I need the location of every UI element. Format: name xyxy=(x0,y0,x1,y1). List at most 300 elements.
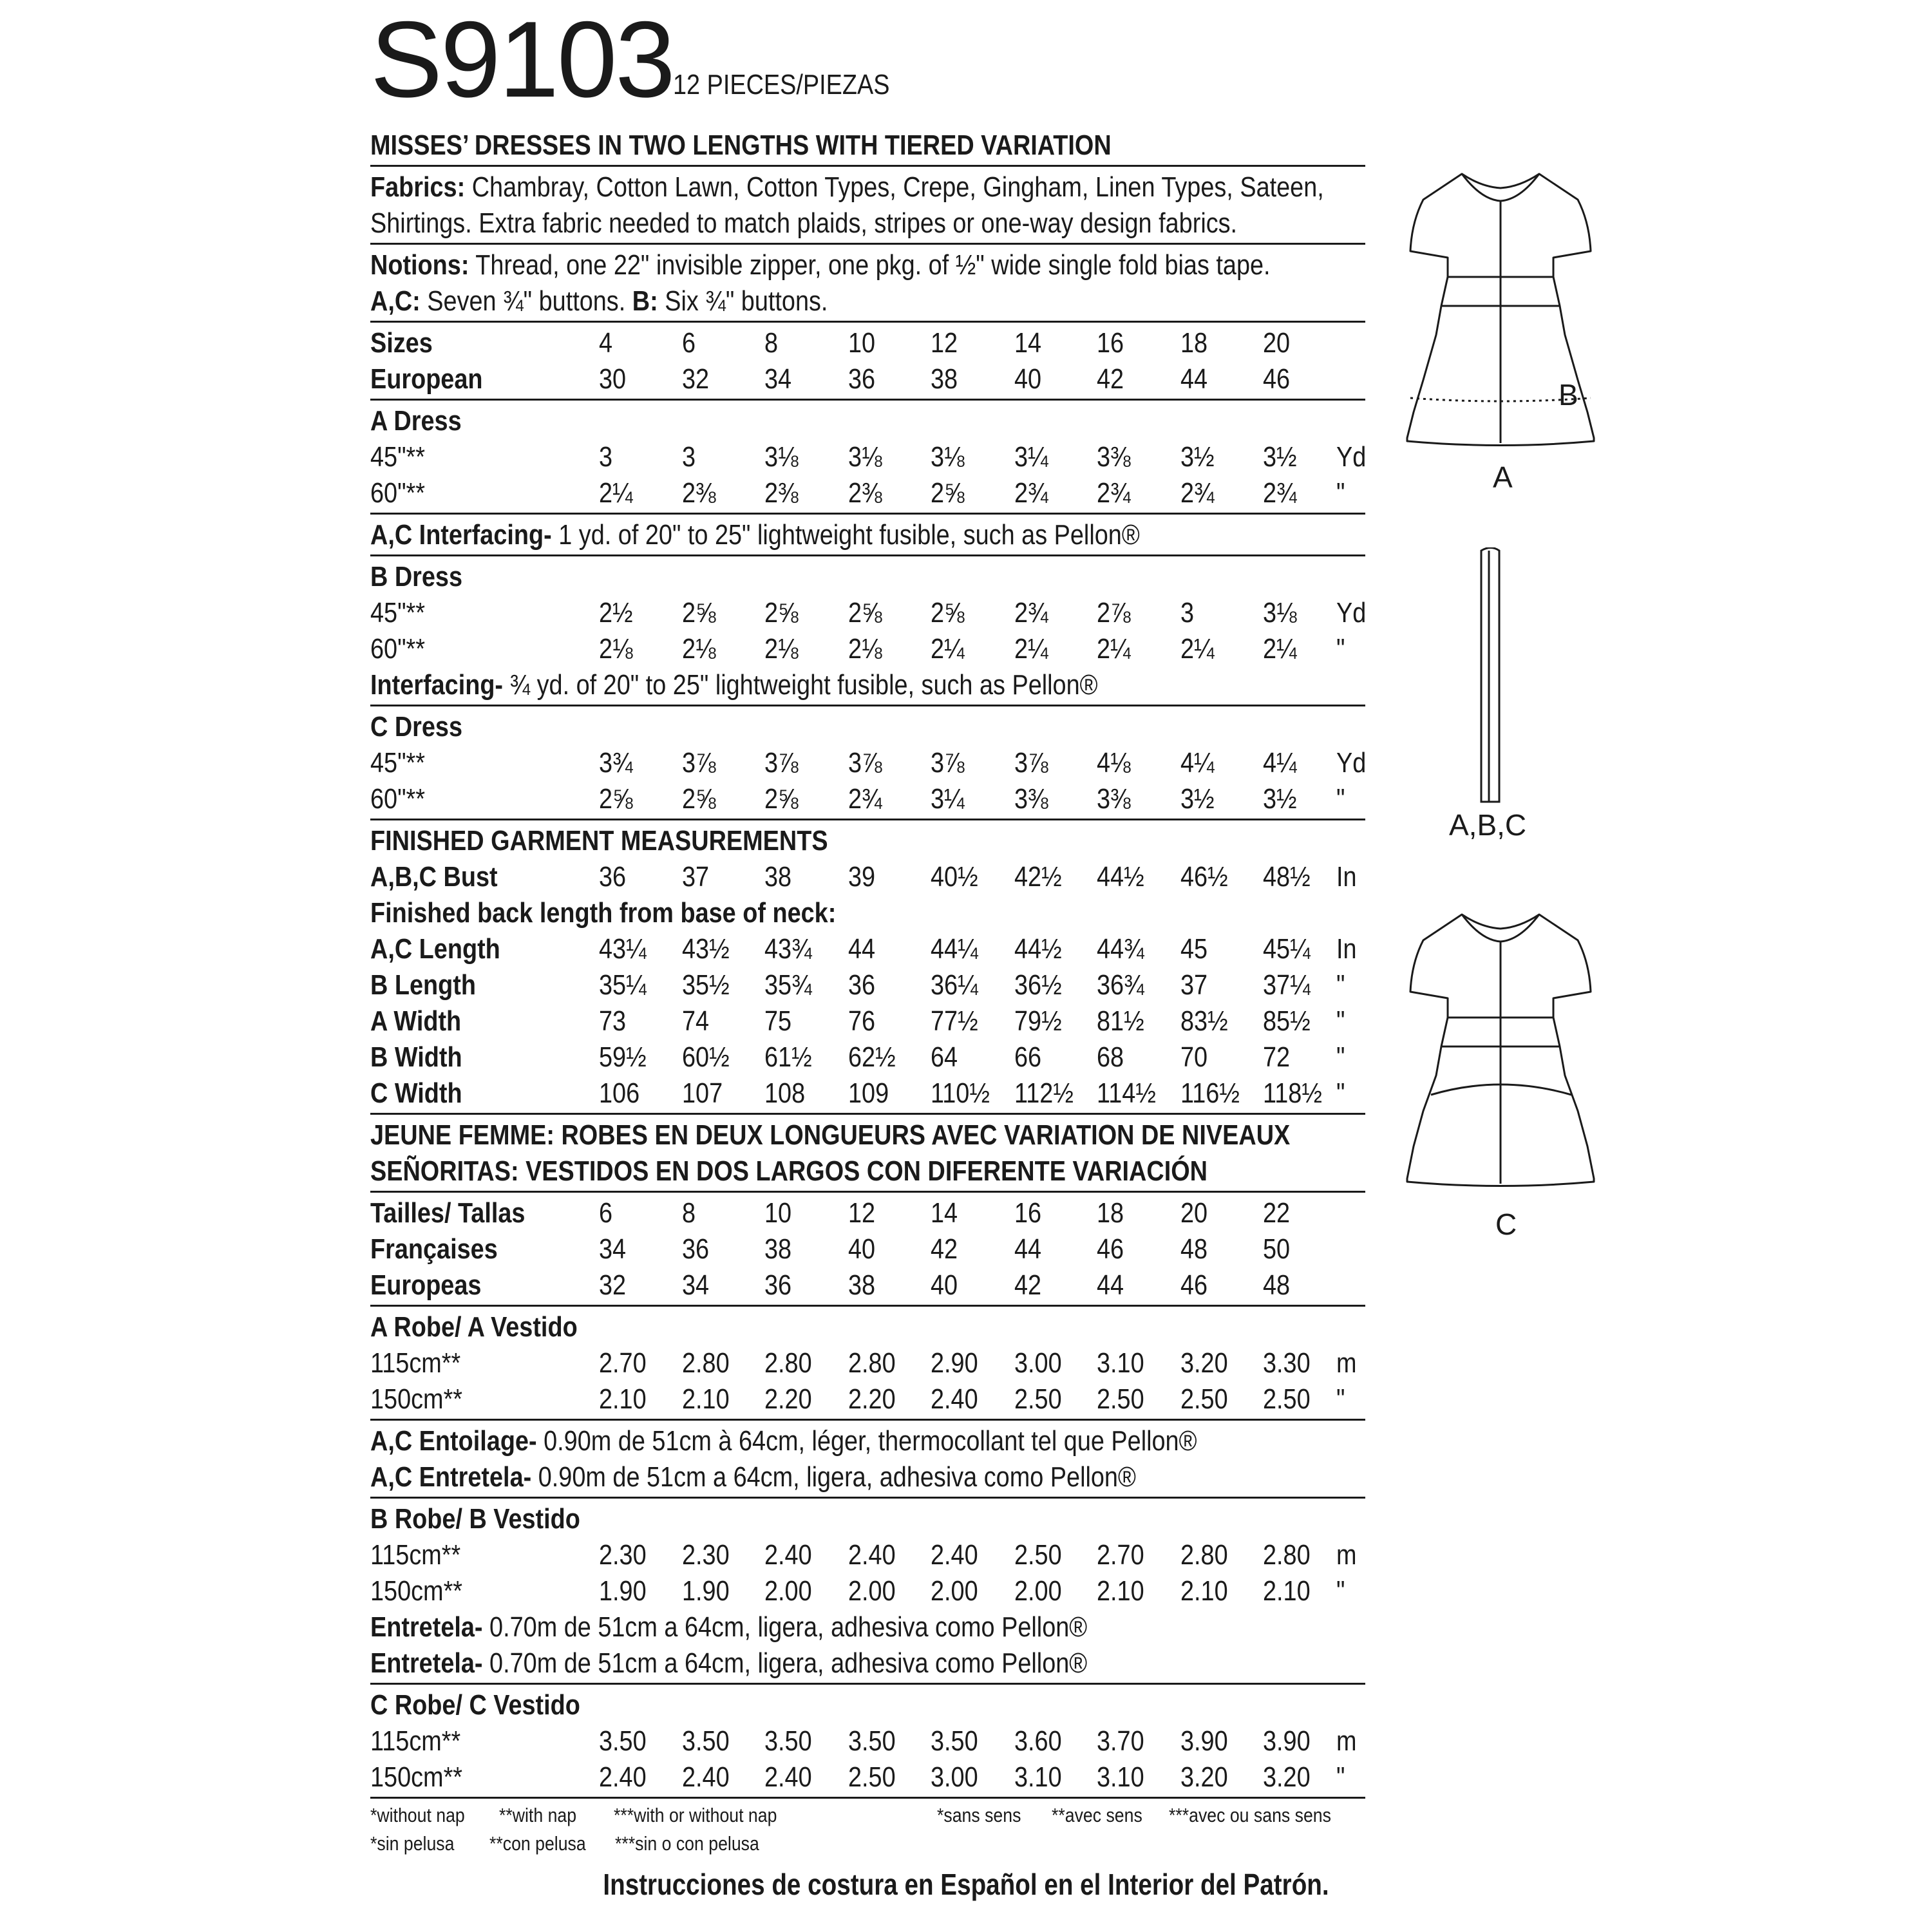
c-dress-section xyxy=(370,709,1365,817)
divider xyxy=(370,819,1365,820)
size-value: 44½ xyxy=(1097,861,1144,893)
size-value: 36 xyxy=(848,969,876,1001)
size-value: 3.50 xyxy=(848,1725,896,1757)
size-value: 37¼ xyxy=(1263,969,1311,1001)
row-label: B Length xyxy=(370,969,476,1001)
a-dress-row-45 xyxy=(370,439,1365,475)
size-value: 3¼ xyxy=(931,783,965,815)
size-value: 18 xyxy=(1097,1197,1124,1229)
a-robe-row-115cm xyxy=(370,1345,1365,1381)
size-value: 2.80 xyxy=(1180,1539,1228,1571)
size-value: 85½ xyxy=(1263,1005,1311,1037)
ac-entretela xyxy=(370,1459,1226,1495)
size-value: 14 xyxy=(931,1197,958,1229)
size-value: 2½ xyxy=(599,597,633,629)
ac-entoilage-text: 0.90m de 51cm à 64cm, léger, thermocollant tel que Pellon® xyxy=(536,1425,1197,1457)
fabrics-text: Chambray, Cotton Lawn, Cotton Types, Crepe, Gingham, Linen Types, Sateen, xyxy=(465,171,1324,203)
b-interfacing xyxy=(370,667,1226,703)
size-value: 2⅛ xyxy=(848,633,882,665)
size-value: 36¼ xyxy=(931,969,978,1001)
size-value: 18 xyxy=(1180,327,1208,359)
size-value: 2.40 xyxy=(764,1539,812,1571)
size-value: 3.60 xyxy=(1014,1725,1062,1757)
b-robe-row-150cm xyxy=(370,1573,1365,1609)
row-label: Europeas xyxy=(370,1269,482,1301)
size-value: 44¾ xyxy=(1097,933,1144,965)
size-value: 3⅞ xyxy=(848,747,882,779)
size-value: 50 xyxy=(1263,1233,1291,1265)
b-interfacing-text: ¾ yd. of 20" to 25" lightweight fusible, such as Pellon® xyxy=(503,669,1098,701)
size-value: 108 xyxy=(764,1077,806,1109)
b-entretela-1 xyxy=(370,1609,1226,1645)
divider xyxy=(370,1113,1365,1115)
size-value: 3⅞ xyxy=(931,747,965,779)
size-value: 20 xyxy=(1180,1197,1208,1229)
footnote-en-3: ***with or without nap xyxy=(614,1804,777,1826)
size-value: 37 xyxy=(1180,969,1208,1001)
b-robe-title: B Robe/ B Vestido xyxy=(370,1503,580,1535)
view-label-b: B xyxy=(1558,378,1578,412)
b-robe-section xyxy=(370,1501,1365,1609)
size-value: 3.70 xyxy=(1097,1725,1144,1757)
footnotes-row-1 xyxy=(370,1801,1365,1830)
intl-size-header xyxy=(370,1195,1365,1303)
size-value: 2.50 xyxy=(1014,1539,1062,1571)
size-value: 2.00 xyxy=(931,1575,978,1607)
size-value: 68 xyxy=(1097,1041,1124,1073)
size-value: 48½ xyxy=(1263,861,1311,893)
ac-interfacing-label: A,C Interfacing- xyxy=(370,519,552,551)
size-value: 35½ xyxy=(682,969,730,1001)
size-value: 1.90 xyxy=(682,1575,730,1607)
size-value: 2¼ xyxy=(931,633,965,665)
unit: " xyxy=(1336,783,1345,815)
c-robe-row-150cm xyxy=(370,1759,1365,1795)
footnote-fr-1: *sans sens xyxy=(937,1804,1021,1826)
divider xyxy=(370,1683,1365,1685)
european-sizes-row xyxy=(370,361,1365,397)
size-value: 2.50 xyxy=(1097,1383,1144,1415)
size-value: 75 xyxy=(764,1005,792,1037)
row-label: 60"** xyxy=(370,477,425,509)
size-value: 59½ xyxy=(599,1041,647,1073)
size-value: 38 xyxy=(764,1233,792,1265)
size-value: 3.00 xyxy=(1014,1347,1062,1379)
size-value: 2.50 xyxy=(1014,1383,1062,1415)
size-value: 118½ xyxy=(1263,1077,1322,1109)
finished-row-a-c-length xyxy=(370,931,1365,967)
size-value: 79½ xyxy=(1014,1005,1062,1037)
c-robe-section xyxy=(370,1687,1365,1795)
size-value: 32 xyxy=(599,1269,627,1301)
size-value: 3.00 xyxy=(931,1761,978,1793)
size-value: 73 xyxy=(599,1005,627,1037)
ac-interfacing-text: 1 yd. of 20" to 25" lightweight fusible, such as Pellon® xyxy=(551,519,1140,551)
unit: m xyxy=(1336,1539,1357,1571)
row-label: 150cm** xyxy=(370,1383,463,1415)
size-value: 10 xyxy=(848,327,876,359)
divider xyxy=(370,1797,1365,1799)
divider xyxy=(370,165,1365,167)
row-label: 150cm** xyxy=(370,1575,463,1607)
size-value: 36 xyxy=(764,1269,792,1301)
a-dress-title: A Dress xyxy=(370,405,462,437)
unit: In xyxy=(1336,861,1357,893)
size-value: 2¾ xyxy=(1097,477,1131,509)
unit: " xyxy=(1336,1761,1345,1793)
back-length-label: Finished back length from base of neck: xyxy=(370,897,837,929)
footnote-fr-2: **avec sens xyxy=(1052,1804,1142,1826)
size-value: 3⅛ xyxy=(1263,597,1297,629)
size-value: 16 xyxy=(1097,327,1124,359)
size-value: 112½ xyxy=(1014,1077,1074,1109)
size-value: 40 xyxy=(1014,363,1042,395)
size-value: 70 xyxy=(1180,1041,1208,1073)
unit: " xyxy=(1336,1077,1345,1109)
size-value: 42 xyxy=(1097,363,1124,395)
size-value: 2.10 xyxy=(1097,1575,1144,1607)
size-value: 3.50 xyxy=(682,1725,730,1757)
size-value: 2.20 xyxy=(848,1383,896,1415)
divider xyxy=(370,554,1365,556)
size-value: 36 xyxy=(848,363,876,395)
size-value: 39 xyxy=(848,861,876,893)
notions-label: Notions: xyxy=(370,249,469,281)
size-value: 38 xyxy=(848,1269,876,1301)
footnote-en-2: **with nap xyxy=(499,1804,577,1826)
footnote-en-1: *without nap xyxy=(370,1804,465,1826)
size-value: 2.50 xyxy=(848,1761,896,1793)
footnote-es-3: ***sin o con pelusa xyxy=(615,1832,759,1855)
unit: " xyxy=(1336,1575,1345,1607)
size-value: 1.90 xyxy=(599,1575,647,1607)
yardage-chart xyxy=(370,128,1365,1858)
row-label: 115cm** xyxy=(370,1347,461,1379)
size-value: 3.20 xyxy=(1180,1761,1228,1793)
notions-b-label: B: xyxy=(632,285,658,317)
size-value: 107 xyxy=(682,1077,723,1109)
row-label: B Width xyxy=(370,1041,462,1073)
size-value: 116½ xyxy=(1180,1077,1240,1109)
fabrics-line-1 xyxy=(370,169,1324,205)
size-value: 2⅜ xyxy=(764,477,799,509)
size-value: 4¼ xyxy=(1263,747,1297,779)
belt-tie-illustration xyxy=(1475,547,1507,805)
unit: m xyxy=(1336,1725,1357,1757)
b-dress-row-45 xyxy=(370,595,1365,631)
size-value: 3.50 xyxy=(764,1725,812,1757)
europeas-row xyxy=(370,1267,1365,1303)
c-dress-row-45 xyxy=(370,745,1365,781)
unit: Yd xyxy=(1336,597,1367,629)
size-value: 38 xyxy=(764,861,792,893)
bust-row xyxy=(370,859,1365,895)
footnote-fr-3: ***avec ou sans sens xyxy=(1169,1804,1331,1826)
pattern-number: S9103 xyxy=(370,0,674,120)
size-value: 2⅝ xyxy=(931,597,965,629)
francaises-row xyxy=(370,1231,1365,1267)
size-value: 36 xyxy=(599,861,627,893)
unit: " xyxy=(1336,969,1345,1001)
row-label: 115cm** xyxy=(370,1539,461,1571)
size-value: 2¾ xyxy=(1263,477,1297,509)
row-label: 150cm** xyxy=(370,1761,463,1793)
size-value: 2.70 xyxy=(599,1347,647,1379)
footnote-es-2: **con pelusa xyxy=(489,1832,586,1855)
size-value: 2.10 xyxy=(1180,1575,1228,1607)
divider xyxy=(370,1497,1365,1499)
size-value: 2⅛ xyxy=(682,633,716,665)
ac-interfacing xyxy=(370,517,1226,553)
size-value: 44 xyxy=(1014,1233,1042,1265)
size-value: 3½ xyxy=(1263,783,1297,815)
notions-line-2 xyxy=(370,283,1226,319)
size-value: 3 xyxy=(682,441,696,473)
size-value: 3½ xyxy=(1180,441,1215,473)
unit: Yd xyxy=(1336,747,1367,779)
size-value: 60½ xyxy=(682,1041,730,1073)
size-value: 46 xyxy=(1180,1269,1208,1301)
size-value: 2⅞ xyxy=(1097,597,1131,629)
size-value: 3½ xyxy=(1263,441,1297,473)
a-dress-row-60 xyxy=(370,475,1365,511)
piece-count: 12 PIECES/PIEZAS xyxy=(673,69,890,100)
size-value: 8 xyxy=(764,327,779,359)
size-value: 2.80 xyxy=(1263,1539,1311,1571)
size-value: 42 xyxy=(931,1233,958,1265)
size-value: 20 xyxy=(1263,327,1291,359)
divider xyxy=(370,705,1365,706)
size-value: 3 xyxy=(599,441,613,473)
size-value: 2¼ xyxy=(599,477,633,509)
size-value: 3⅛ xyxy=(848,441,882,473)
unit: Yd xyxy=(1336,441,1367,473)
size-value: 35¾ xyxy=(764,969,812,1001)
size-value: 34 xyxy=(682,1269,710,1301)
size-value: 2⅜ xyxy=(848,477,882,509)
unit: " xyxy=(1336,477,1345,509)
size-value: 2¾ xyxy=(1180,477,1215,509)
size-value: 34 xyxy=(599,1233,627,1265)
size-value: 6 xyxy=(599,1197,613,1229)
row-label: A,B,C Bust xyxy=(370,861,498,893)
view-label-c: C xyxy=(1495,1208,1517,1241)
header xyxy=(370,0,1375,120)
unit: " xyxy=(1336,633,1345,665)
size-value: 3⅜ xyxy=(1097,441,1131,473)
size-value: 2.10 xyxy=(682,1383,730,1415)
size-value: 2.90 xyxy=(931,1347,978,1379)
size-value: 8 xyxy=(682,1197,696,1229)
size-value: 2⅛ xyxy=(764,633,799,665)
size-value: 2¾ xyxy=(1014,477,1048,509)
size-value: 46 xyxy=(1097,1233,1124,1265)
belt-tie-outline xyxy=(1481,548,1499,802)
size-value: 42½ xyxy=(1014,861,1062,893)
size-value: 44 xyxy=(848,933,876,965)
size-value: 74 xyxy=(682,1005,710,1037)
b-dress-section xyxy=(370,559,1365,667)
unit: m xyxy=(1336,1347,1357,1379)
notions-text: Thread, one 22" invisible zipper, one pkg. of ½" wide single fold bias tape. xyxy=(469,249,1271,281)
size-value: 3.50 xyxy=(599,1725,647,1757)
size-value: 2⅝ xyxy=(764,597,799,629)
a-dress-section xyxy=(370,403,1365,511)
size-value: 10 xyxy=(764,1197,792,1229)
size-value: 4 xyxy=(599,327,613,359)
divider xyxy=(370,243,1365,245)
size-value: 36 xyxy=(682,1233,710,1265)
footnotes-row-2 xyxy=(370,1830,1365,1858)
size-value: 3⅞ xyxy=(682,747,716,779)
size-value: 2.50 xyxy=(1180,1383,1228,1415)
c-robe-row-115cm xyxy=(370,1723,1365,1759)
b-entretela-2 xyxy=(370,1645,1226,1681)
row-label: 45"** xyxy=(370,747,425,779)
size-value: 2.00 xyxy=(764,1575,812,1607)
c-dress-title: C Dress xyxy=(370,711,463,743)
fabrics-label: Fabrics: xyxy=(370,171,466,203)
notions-ac-text: Seven ¾" buttons. xyxy=(420,285,632,317)
row-label: 115cm** xyxy=(370,1725,461,1757)
row-label: 45"** xyxy=(370,441,425,473)
size-value: 2⅝ xyxy=(682,597,716,629)
row-label: A,C Length xyxy=(370,933,500,965)
row-label: 60"** xyxy=(370,783,425,815)
size-value: 2.10 xyxy=(1263,1575,1311,1607)
size-value: 61½ xyxy=(764,1041,812,1073)
size-value: 3¼ xyxy=(1014,441,1048,473)
size-value: 40½ xyxy=(931,861,978,893)
size-value: 3⅜ xyxy=(1014,783,1048,815)
divider xyxy=(370,321,1365,323)
footnote-es-1: *sin pelusa xyxy=(370,1832,455,1855)
unit: In xyxy=(1336,933,1357,965)
size-value: 2¼ xyxy=(1180,633,1215,665)
size-value: 3⅞ xyxy=(1014,747,1048,779)
b-dress-title: B Dress xyxy=(370,561,463,592)
row-label: C Width xyxy=(370,1077,462,1109)
sizes-row xyxy=(370,325,1365,361)
size-value: 2.00 xyxy=(848,1575,896,1607)
size-value: 3.20 xyxy=(1263,1761,1311,1793)
b-entretela-1-label: Entretela- xyxy=(370,1611,483,1643)
size-value: 2.00 xyxy=(1014,1575,1062,1607)
title-spanish: SEÑORITAS: VESTIDOS EN DOS LARGOS CON DIFERENTE VARIACIÓN xyxy=(370,1155,1208,1187)
size-value: 2.40 xyxy=(682,1761,730,1793)
size-value: 2.40 xyxy=(931,1539,978,1571)
size-value: 43¼ xyxy=(599,933,647,965)
size-value: 2⅛ xyxy=(599,633,633,665)
size-value: 109 xyxy=(848,1077,889,1109)
size-value: 44 xyxy=(1180,363,1208,395)
size-value: 3⅛ xyxy=(931,441,965,473)
size-value: 2.10 xyxy=(599,1383,647,1415)
size-value: 81½ xyxy=(1097,1005,1144,1037)
size-value: 6 xyxy=(682,327,696,359)
row-label: Françaises xyxy=(370,1233,498,1265)
size-value: 22 xyxy=(1263,1197,1291,1229)
size-value: 2⅝ xyxy=(682,783,716,815)
size-value: 14 xyxy=(1014,327,1042,359)
c-dress-row-60 xyxy=(370,781,1365,817)
size-value: 3⅜ xyxy=(1097,783,1131,815)
size-value: 34 xyxy=(764,363,792,395)
row-label: 60"** xyxy=(370,633,425,665)
size-value: 32 xyxy=(682,363,710,395)
size-value: 3.10 xyxy=(1097,1347,1144,1379)
size-value: 44½ xyxy=(1014,933,1062,965)
b-dress-row-60 xyxy=(370,631,1365,667)
size-value: 110½ xyxy=(931,1077,990,1109)
size-value: 36¾ xyxy=(1097,969,1144,1001)
dress-c-illustration xyxy=(1385,889,1616,1198)
notions-line-1 xyxy=(370,247,1271,283)
spanish-instructions-text: Instrucciones de costura en Español en el Interior del Patrón. xyxy=(603,1868,1329,1901)
size-value: 43½ xyxy=(682,933,730,965)
size-value: 3.90 xyxy=(1263,1725,1311,1757)
size-value: 2.30 xyxy=(682,1539,730,1571)
finished-measurements xyxy=(370,823,1365,1112)
size-value: 44 xyxy=(1097,1269,1124,1301)
size-value: 3⅛ xyxy=(764,441,799,473)
size-value: 3.10 xyxy=(1097,1761,1144,1793)
size-value: 40 xyxy=(931,1269,958,1301)
tailles-row xyxy=(370,1195,1365,1231)
notions-ac-label: A,C: xyxy=(370,285,421,317)
size-value: 3¾ xyxy=(599,747,633,779)
a-robe-row-150cm xyxy=(370,1381,1365,1417)
row-label: Sizes xyxy=(370,327,433,359)
size-value: 64 xyxy=(931,1041,958,1073)
size-value: 46 xyxy=(1263,363,1291,395)
size-value: 2.40 xyxy=(764,1761,812,1793)
ac-entretela-label: A,C Entretela- xyxy=(370,1461,532,1493)
divider xyxy=(370,399,1365,401)
row-label: 45"** xyxy=(370,597,425,629)
size-value: 45¼ xyxy=(1263,933,1311,965)
fabrics-line-2: Shirtings. Extra fabric needed to match plaids, stripes or one-way design fabrics. xyxy=(370,207,1238,239)
view-label-abc: A,B,C xyxy=(1449,808,1527,842)
size-value: 2¼ xyxy=(1014,633,1048,665)
ac-entretela-text: 0.90m de 51cm a 64cm, ligera, adhesiva como Pellon® xyxy=(531,1461,1136,1493)
size-value: 3⅞ xyxy=(764,747,799,779)
size-value: 38 xyxy=(931,363,958,395)
unit: " xyxy=(1336,1005,1345,1037)
size-value: 4⅛ xyxy=(1097,747,1131,779)
size-value: 3.30 xyxy=(1263,1347,1311,1379)
ac-entoilage xyxy=(370,1423,1226,1459)
unit: " xyxy=(1336,1041,1345,1073)
ac-entoilage-label: A,C Entoilage- xyxy=(370,1425,537,1457)
size-value: 2.40 xyxy=(599,1761,647,1793)
size-value: 2.80 xyxy=(682,1347,730,1379)
size-value: 2.80 xyxy=(764,1347,812,1379)
notions-b-text: Six ¾" buttons. xyxy=(658,285,828,317)
finished-measurements-title: FINISHED GARMENT MEASUREMENTS xyxy=(370,825,828,857)
c-robe-title: C Robe/ C Vestido xyxy=(370,1689,580,1721)
size-value: 2.70 xyxy=(1097,1539,1144,1571)
divider xyxy=(370,513,1365,515)
size-value: 2.30 xyxy=(599,1539,647,1571)
size-value: 66 xyxy=(1014,1041,1042,1073)
size-value: 3.10 xyxy=(1014,1761,1062,1793)
size-value: 45 xyxy=(1180,933,1208,965)
size-value: 2¾ xyxy=(848,783,882,815)
b-entretela-2-label: Entretela- xyxy=(370,1647,483,1679)
size-value: 3.50 xyxy=(931,1725,978,1757)
row-label: European xyxy=(370,363,483,395)
